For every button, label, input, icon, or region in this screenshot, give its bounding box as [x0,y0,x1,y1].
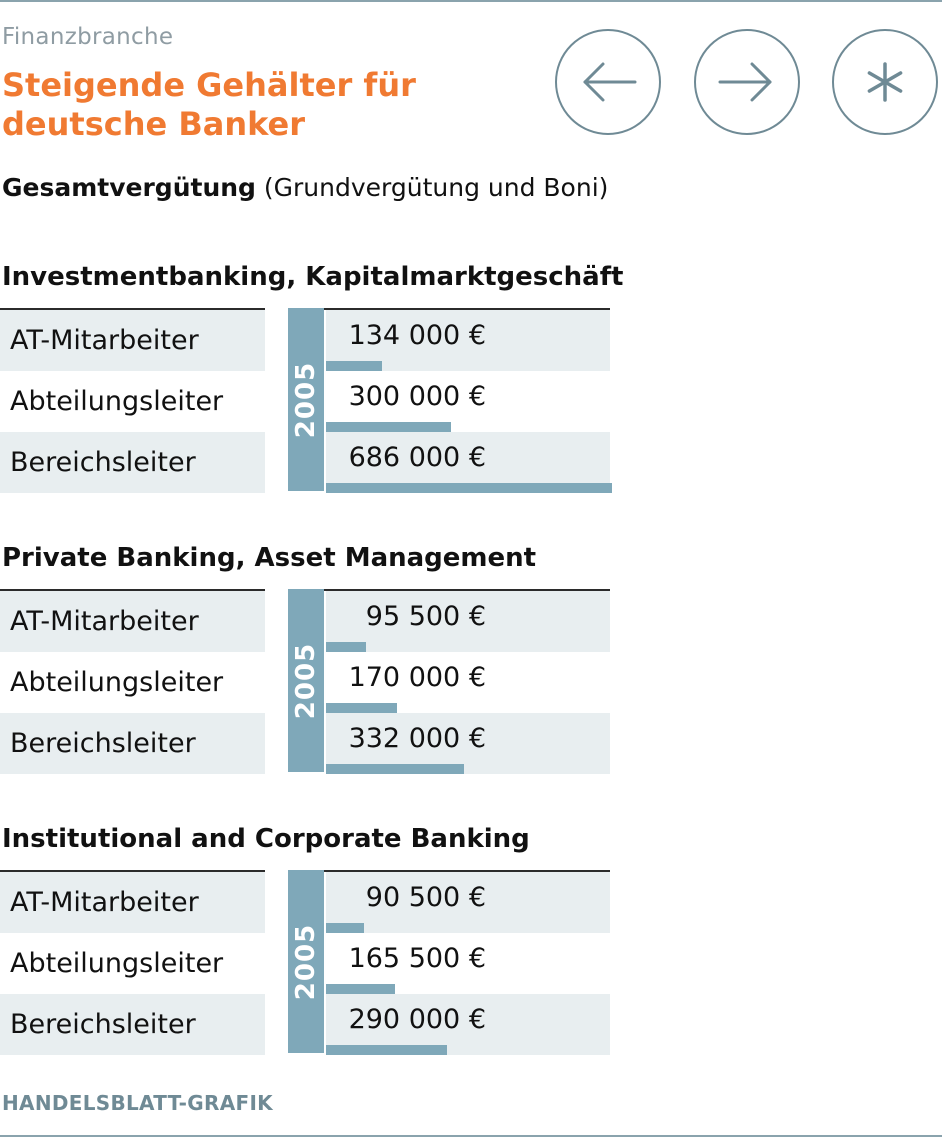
data-label: 300 000 € [348,381,486,412]
page-title: Steigende Gehälter für deutsche Banker [2,66,416,143]
value-row [324,994,610,1055]
value-row [324,371,610,432]
data-label: 95 500 € [365,601,486,632]
kicker: Finanzbranche [2,24,174,50]
data-label: 170 000 € [348,662,486,693]
data-label: 90 500 € [365,882,486,913]
year-label: 2005 [291,361,321,438]
chart-subtitle [2,173,608,202]
bar [326,923,364,933]
data-label: 686 000 € [348,442,486,473]
previous-button[interactable] [555,29,661,135]
year-label: 2005 [291,642,321,719]
subtitle-light: (Grundvergütung und Boni) [263,173,609,202]
source-credit: HANDELSBLATT-GRAFIK [2,1091,273,1115]
category-label: Bereichsleiter [0,994,265,1055]
arrow-left-icon [557,31,659,133]
top-rule [0,0,942,2]
value-row [324,933,610,994]
year-band [288,870,324,1053]
value-row [324,652,610,713]
bar [326,1045,447,1055]
category-label: Abteilungsleiter [10,386,224,417]
category-label: Abteilungsleiter [10,948,224,979]
bar [326,422,451,432]
category-label: AT-Mitarbeiter [0,872,265,933]
value-row [324,432,610,493]
next-button[interactable] [694,29,800,135]
bottom-rule [0,1135,942,1137]
group-title: Institutional and Corporate Banking [2,824,530,854]
category-label: Bereichsleiter [0,713,265,774]
category-label: Abteilungsleiter [10,667,224,698]
asterisk-button[interactable] [832,29,938,135]
value-row [324,591,610,652]
data-label: 332 000 € [348,723,486,754]
year-band [288,308,324,491]
category-label: AT-Mitarbeiter [0,310,265,371]
category-label: Bereichsleiter [0,432,265,493]
value-row [324,310,610,371]
data-label: 134 000 € [348,320,486,351]
group-title: Investmentbanking, Kapitalmarktgeschäft [2,262,624,292]
bar [326,984,395,994]
asterisk-icon [834,31,936,133]
bar [326,483,612,493]
value-row [324,872,610,933]
data-label: 165 500 € [348,943,486,974]
bar [326,361,382,371]
arrow-right-icon [696,31,798,133]
year-label: 2005 [291,923,321,1000]
bar [326,764,464,774]
subtitle-strong: Gesamtvergütung [2,173,256,202]
category-label: AT-Mitarbeiter [0,591,265,652]
year-band [288,589,324,772]
bar [326,642,366,652]
bar [326,703,397,713]
data-label: 290 000 € [348,1004,486,1035]
value-row [324,713,610,774]
group-title: Private Banking, Asset Management [2,543,537,573]
